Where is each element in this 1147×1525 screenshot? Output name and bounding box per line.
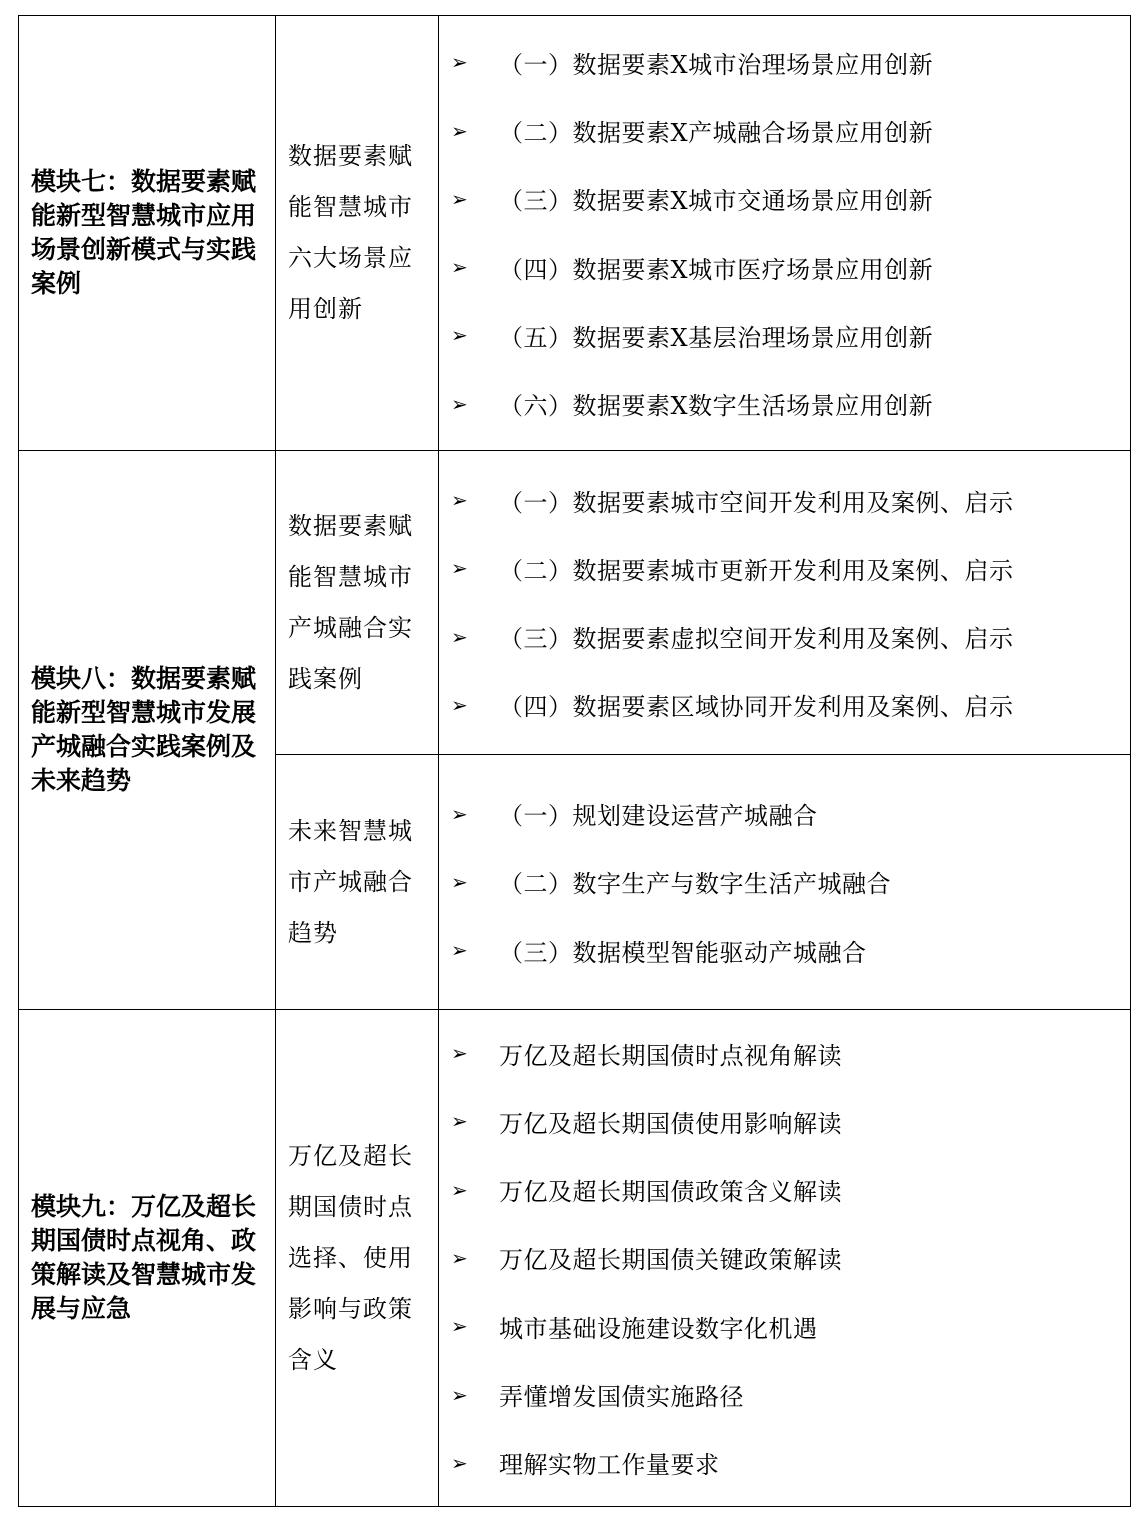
topic-cell [276, 755, 439, 1010]
arrow-bullet-icon: ➢ [451, 323, 469, 348]
list-item [439, 370, 1130, 438]
module-title: 模块八：数据要素赋能新型智慧城市发展产城融合实践案例及未来趋势 [31, 664, 257, 795]
topic-cell [276, 451, 439, 755]
arrow-bullet-icon: ➢ [451, 869, 469, 894]
module-title-cell [19, 1010, 276, 1507]
item-text: 理解实物工作量要求 [499, 1451, 720, 1480]
list-item [439, 301, 1130, 369]
list-item [439, 848, 1130, 916]
items-cell [439, 16, 1131, 451]
module-row [19, 451, 1131, 755]
list-item [439, 916, 1130, 984]
curriculum-table [18, 15, 1131, 1507]
item-text: （一）规划建设运营产城融合 [499, 802, 818, 831]
list-item [439, 1429, 1130, 1497]
list-item [439, 603, 1130, 671]
list-item [439, 671, 1130, 739]
list-item [439, 1156, 1130, 1224]
list-item [439, 165, 1130, 233]
arrow-bullet-icon: ➢ [451, 1041, 469, 1066]
item-text: 城市基础设施建设数字化机遇 [499, 1314, 818, 1343]
arrow-bullet-icon: ➢ [451, 50, 469, 75]
item-text: 万亿及超长期国债关键政策解读 [499, 1246, 842, 1275]
items-cell [439, 451, 1131, 755]
module-title: 模块九：万亿及超长期国债时点视角、政策解读及智慧城市发展与应急 [31, 1192, 257, 1323]
arrow-bullet-icon: ➢ [451, 801, 469, 826]
item-text: （二）数据要素X产城融合场景应用创新 [499, 119, 934, 148]
item-list [439, 1019, 1130, 1497]
item-list [439, 780, 1130, 985]
item-text: 万亿及超长期国债使用影响解读 [499, 1109, 842, 1138]
list-item [439, 28, 1130, 96]
arrow-bullet-icon: ➢ [451, 1450, 469, 1475]
item-text: 万亿及超长期国债时点视角解读 [499, 1041, 842, 1070]
arrow-bullet-icon: ➢ [451, 1382, 469, 1407]
list-item [439, 466, 1130, 534]
list-item [439, 96, 1130, 164]
item-text: （五）数据要素X基层治理场景应用创新 [499, 323, 934, 352]
topic-cell [276, 16, 439, 451]
list-item [439, 1224, 1130, 1292]
arrow-bullet-icon: ➢ [451, 391, 469, 416]
arrow-bullet-icon: ➢ [451, 624, 469, 649]
arrow-bullet-icon: ➢ [451, 1245, 469, 1270]
list-item [439, 534, 1130, 602]
list-item [439, 233, 1130, 301]
module-row [19, 16, 1131, 451]
arrow-bullet-icon: ➢ [451, 938, 469, 963]
module-title-cell [19, 16, 276, 451]
arrow-bullet-icon: ➢ [451, 1109, 469, 1134]
list-item [439, 1019, 1130, 1087]
module-title: 模块七：数据要素赋能新型智慧城市应用场景创新模式与实践案例 [31, 167, 257, 298]
module-title-cell [19, 451, 276, 1010]
arrow-bullet-icon: ➢ [451, 692, 469, 717]
items-cell [439, 1010, 1131, 1507]
arrow-bullet-icon: ➢ [451, 556, 469, 581]
topic-cell [276, 1010, 439, 1507]
item-text: （六）数据要素X数字生活场景应用创新 [499, 392, 934, 421]
arrow-bullet-icon: ➢ [451, 1177, 469, 1202]
topic-title: 未来智慧城市产城融合趋势 [288, 816, 413, 947]
list-item [439, 780, 1130, 848]
topic-title: 万亿及超长期国债时点选择、使用影响与政策含义 [288, 1141, 413, 1374]
item-text: （二）数据要素城市更新开发利用及案例、启示 [499, 556, 1014, 585]
arrow-bullet-icon: ➢ [451, 255, 469, 280]
item-list [439, 466, 1130, 739]
arrow-bullet-icon: ➢ [451, 186, 469, 211]
item-text: （一）数据要素X城市治理场景应用创新 [499, 50, 934, 79]
list-item [439, 1087, 1130, 1155]
item-text: （三）数据要素X城市交通场景应用创新 [499, 187, 934, 216]
item-text: （三）数据模型智能驱动产城融合 [499, 938, 867, 967]
item-text: （三）数据要素虚拟空间开发利用及案例、启示 [499, 625, 1014, 654]
item-text: （二）数字生产与数字生活产城融合 [499, 870, 891, 899]
item-text: （一）数据要素城市空间开发利用及案例、启示 [499, 488, 1014, 517]
arrow-bullet-icon: ➢ [451, 1314, 469, 1339]
items-cell [439, 755, 1131, 1010]
arrow-bullet-icon: ➢ [451, 488, 469, 513]
list-item [439, 1360, 1130, 1428]
module-row [19, 1010, 1131, 1507]
list-item [439, 1292, 1130, 1360]
item-text: （四）数据要素X城市医疗场景应用创新 [499, 255, 934, 284]
item-list [439, 28, 1130, 438]
item-text: （四）数据要素区域协同开发利用及案例、启示 [499, 693, 1014, 722]
topic-title: 数据要素赋能智慧城市产城融合实践案例 [288, 511, 413, 693]
arrow-bullet-icon: ➢ [451, 118, 469, 143]
item-text: 万亿及超长期国债政策含义解读 [499, 1178, 842, 1207]
item-text: 弄懂增发国债实施路径 [499, 1383, 744, 1412]
topic-title: 数据要素赋能智慧城市六大场景应用创新 [288, 142, 413, 323]
